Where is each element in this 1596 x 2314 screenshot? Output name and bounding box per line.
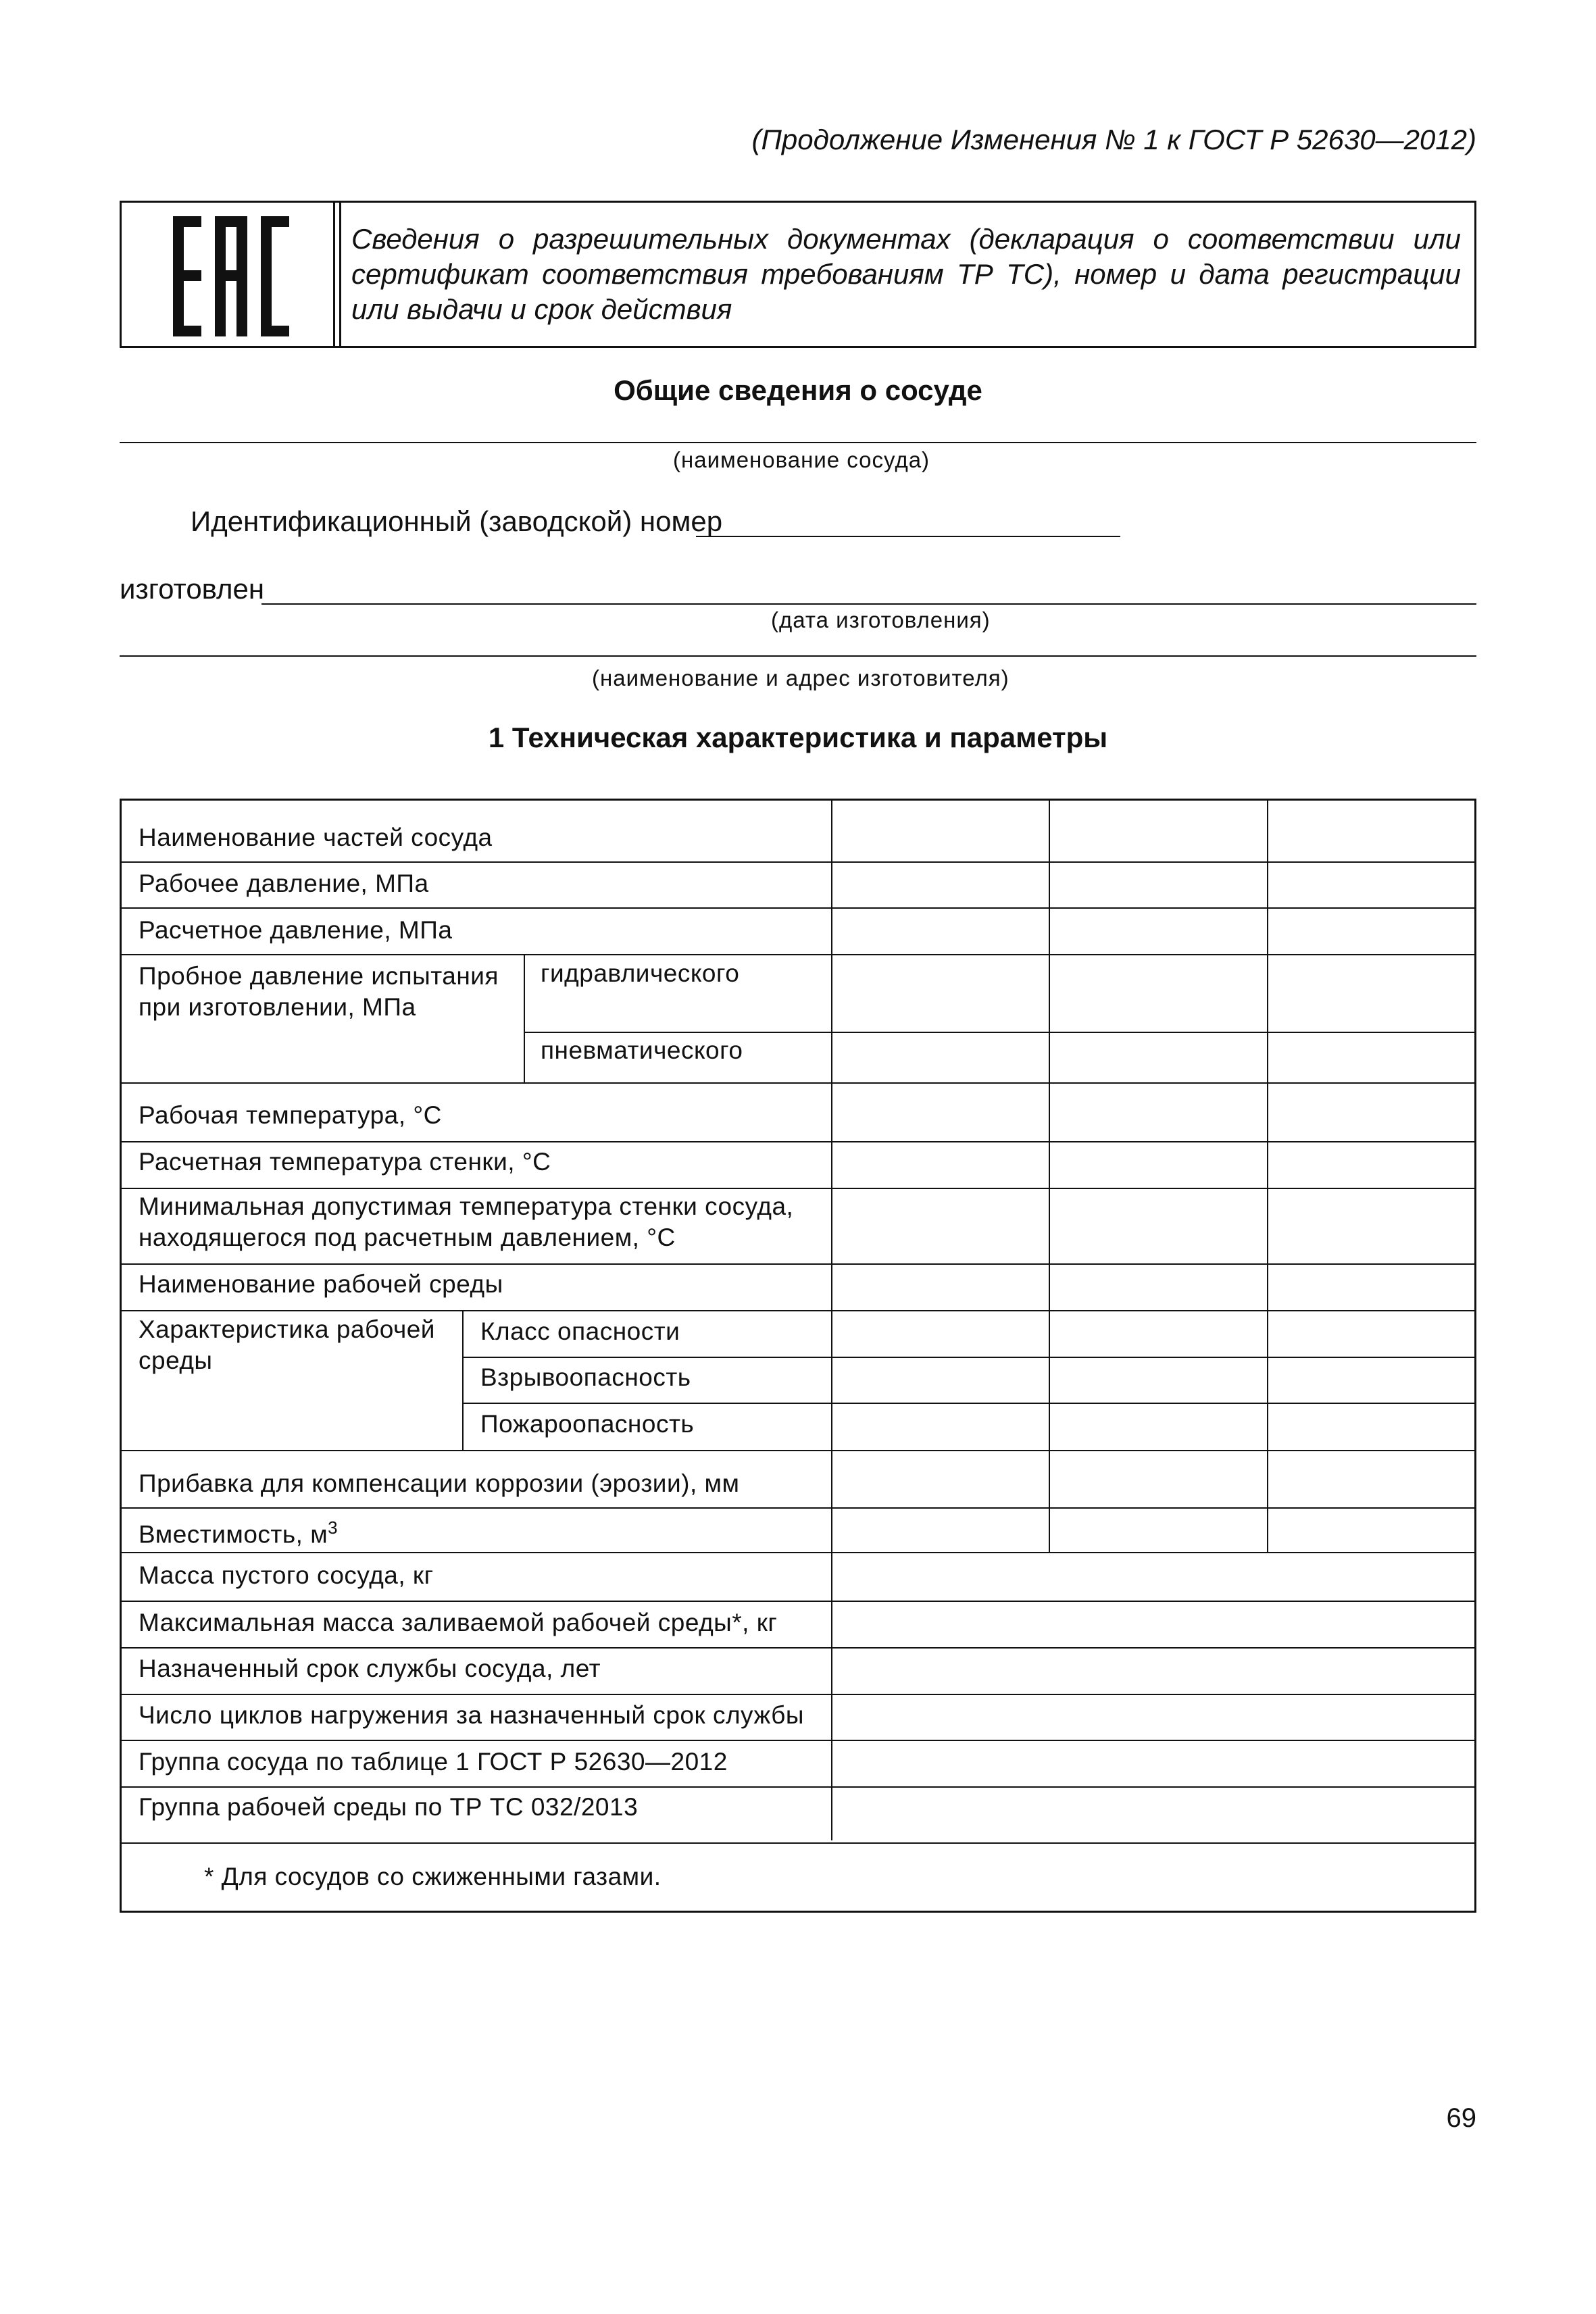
row-min-wall-temp-line2: находящегося под расчетным давлением, °С	[139, 1224, 676, 1251]
hline	[122, 1082, 1474, 1084]
vessel-name-line	[120, 442, 1476, 443]
hline	[122, 1450, 1474, 1451]
parameters-table	[120, 799, 1476, 1913]
eac-logo-icon	[172, 212, 291, 341]
hline	[122, 861, 1474, 863]
col-divider-2	[1049, 801, 1050, 1552]
hline	[462, 1403, 1476, 1404]
row-part-names: Наименование частей сосуда	[139, 824, 493, 851]
hline	[122, 1601, 1474, 1602]
hline	[122, 1507, 1474, 1509]
hline	[122, 1694, 1474, 1695]
row-fire-hazard: Пожароопасность	[480, 1410, 695, 1438]
hline	[122, 1647, 1474, 1649]
hline	[524, 1032, 1476, 1033]
row-design-pressure: Расчетное давление, МПа	[139, 916, 453, 944]
general-info-title: Общие сведения о сосуде	[614, 374, 982, 406]
row-vessel-group: Группа сосуда по таблице 1 ГОСТ Р 52630—2012	[139, 1748, 728, 1776]
row-corrosion-allowance: Прибавка для компенсации коррозии (эрозии), мм	[139, 1469, 740, 1497]
hline	[122, 1740, 1474, 1741]
eac-description: Сведения о разрешительных документах (декларация о соответствии или сертификат соответствия требованиям ТР ТС), номер и дата регистрации или выдачи и срок действия	[351, 223, 1461, 325]
hline	[122, 1263, 1474, 1265]
row-design-wall-temp: Расчетная температура стенки, °С	[139, 1148, 551, 1176]
row-medium-group: Группа рабочей среды по ТР ТС 032/2013	[139, 1793, 639, 1821]
row-hazard-class: Класс опасности	[480, 1317, 680, 1345]
hline	[122, 1310, 1474, 1311]
row-test-pressure-line2: при изготовлении, МПа	[139, 993, 416, 1021]
hline	[122, 907, 1474, 909]
id-number-label: Идентификационный (заводской) номер	[191, 505, 723, 537]
hline	[462, 1357, 1476, 1358]
medium-subdivider	[462, 1310, 464, 1450]
eac-logo-cell	[122, 203, 341, 346]
row-capacity	[139, 1512, 338, 1550]
hline	[122, 1842, 1474, 1844]
row-empty-mass: Масса пустого сосуда, кг	[139, 1561, 434, 1589]
capacity-label: Вместимость, м	[139, 1520, 328, 1549]
made-date-line	[261, 603, 1476, 605]
row-service-life: Назначенный срок службы сосуда, лет	[139, 1655, 601, 1682]
row-test-pressure-line1: Пробное давление испытания	[139, 962, 499, 990]
date-hint: (дата изготовления)	[771, 607, 991, 632]
row-medium-char-line1: Характеристика рабочей	[139, 1315, 435, 1343]
section1-title: 1 Техническая характеристика и параметры	[488, 722, 1108, 753]
row-explosion-hazard: Взрывоопасность	[480, 1363, 691, 1391]
vessel-name-hint: (наименование сосуда)	[673, 447, 930, 472]
hline	[122, 1188, 1474, 1189]
row-load-cycles: Число циклов нагружения за назначенный срок службы	[139, 1701, 804, 1729]
id-number-line	[696, 536, 1120, 537]
col-divider-1	[831, 801, 832, 1840]
row-working-temp: Рабочая температура, °С	[139, 1101, 442, 1129]
row-medium-name: Наименование рабочей среды	[139, 1270, 503, 1298]
hline	[122, 1141, 1474, 1142]
capacity-exponent: 3	[328, 1517, 339, 1538]
row-working-pressure: Рабочее давление, МПа	[139, 870, 429, 897]
made-label: изготовлен	[120, 573, 265, 605]
hline	[122, 1552, 1474, 1553]
row-min-wall-temp-line1: Минимальная допустимая температура стенки сосуда,	[139, 1192, 794, 1220]
row-medium-char-line2: среды	[139, 1347, 213, 1374]
manufacturer-line	[120, 655, 1476, 657]
row-test-pneumatic: пневматического	[541, 1036, 743, 1064]
table-footnote: * Для сосудов со сжиженными газами.	[204, 1863, 662, 1890]
hline	[122, 1786, 1474, 1788]
hline	[122, 954, 1474, 955]
col-divider-3	[1267, 801, 1268, 1552]
eac-block	[120, 201, 1476, 348]
continuation-note: (Продолжение Изменения № 1 к ГОСТ Р 52630—2012)	[751, 124, 1476, 155]
page-number: 69	[1446, 2103, 1476, 2133]
row-max-medium-mass: Максимальная масса заливаемой рабочей среды*, кг	[139, 1609, 778, 1636]
test-pressure-subdivider	[524, 954, 525, 1082]
row-test-hydraulic: гидравлического	[541, 959, 740, 987]
manufacturer-hint: (наименование и адрес изготовителя)	[592, 665, 1009, 690]
